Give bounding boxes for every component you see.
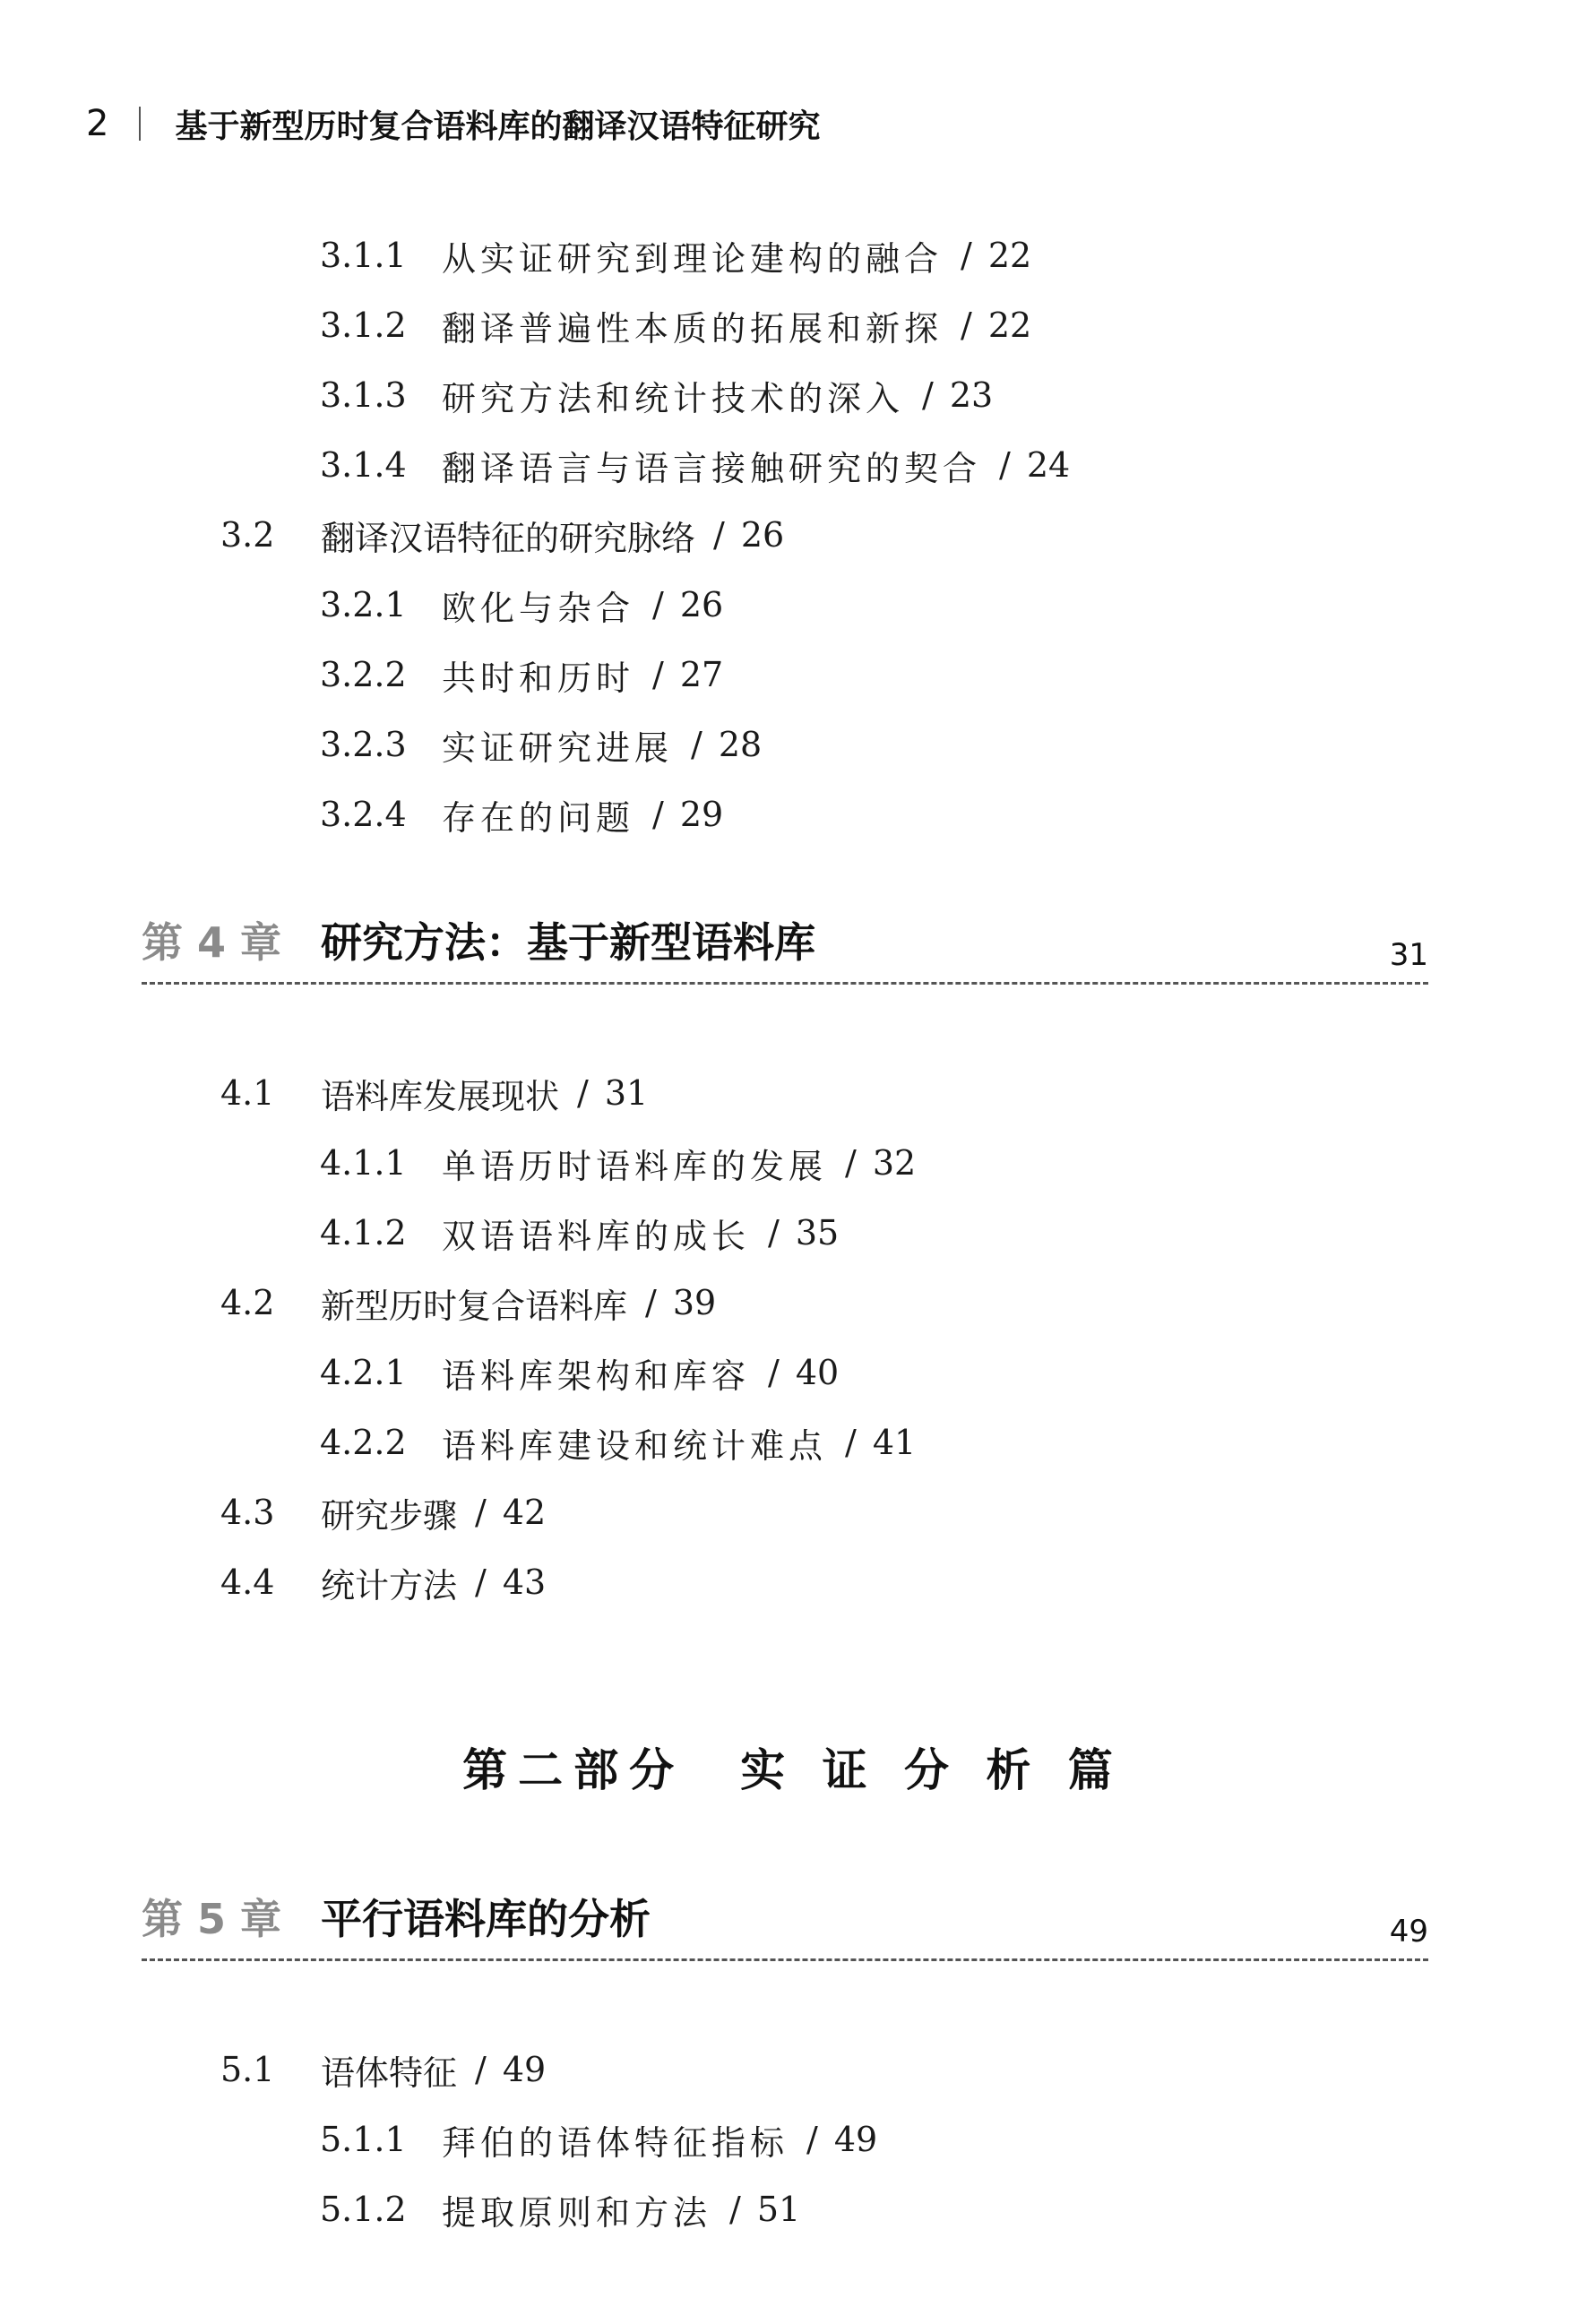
toc-entry-5-1-2[interactable]: 5.1.2 提取原则和方法 / 51 [320,2182,800,2236]
toc-entry-title: 从实证研究到理论建构的融合 [442,238,944,279]
chapter-page: 31 [1389,937,1428,973]
chapter-page: 49 [1389,1914,1428,1950]
toc-entry-title: 语料库建设和统计难点 [442,1425,828,1466]
toc-entry-3-2-4[interactable]: 3.2.4 存在的问题 / 29 [320,788,723,841]
toc-entry-title: 语料库架构和库容 [442,1356,751,1396]
toc-entry-number: 3.1.2 [320,306,407,345]
toc-entry-number: 3.1.3 [320,375,407,415]
toc-entry-page: 28 [718,725,763,764]
toc-entry-page: 32 [872,1143,917,1183]
toc-entry-page: 42 [502,1493,547,1532]
toc-entry-page: 51 [756,2190,801,2229]
toc-entry-title: 语体特征 [321,2053,458,2093]
toc-entry-title: 存在的问题 [442,797,635,838]
toc-entry-4-1-2[interactable]: 4.1.2 双语语料库的成长 / 35 [320,1206,839,1260]
toc-entry-page: 27 [679,655,724,694]
toc-entry-3-2-3[interactable]: 3.2.3 实证研究进展 / 28 [320,718,762,771]
toc-entry-number: 4.1.1 [320,1143,407,1183]
toc-entry-page: 43 [502,1562,547,1602]
toc-entry-number: 4.4 [220,1562,275,1602]
toc-entry-title: 语料库发展现状 [321,1076,560,1116]
toc-entry-title: 翻译普遍性本质的拓展和新探 [442,308,944,349]
toc-entry-4-2-1[interactable]: 4.2.1 语料库架构和库容 / 40 [320,1346,839,1399]
toc-entry-title: 新型历时复合语料库 [321,1286,628,1326]
toc-entry-number: 4.2 [220,1283,275,1322]
toc-entry-number: 3.2.2 [320,655,407,694]
toc-entry-3-2-2[interactable]: 3.2.2 共时和历时 / 27 [320,648,723,702]
toc-entry-number: 4.2.1 [320,1353,407,1392]
toc-entry-title: 实证研究进展 [442,727,674,768]
chapter-label: 第 5 章 [142,1895,282,1943]
running-head [86,97,820,151]
toc-entry-number: 3.2.3 [320,725,407,764]
toc-entry-title: 翻译汉语特征的研究脉络 [321,518,696,558]
toc-entry-number: 4.1 [220,1073,275,1113]
toc-entry-number: 4.1.2 [320,1213,407,1252]
toc-entry-4-3[interactable]: 4.3 研究步骤 / 42 [220,1485,546,1539]
toc-entry-3-1-2[interactable]: 3.1.2 翻译普遍性本质的拓展和新探 / 22 [320,298,1031,352]
toc-entry-number: 3.2 [220,515,275,555]
toc-entry-number: 4.2.2 [320,1423,407,1462]
part-2-heading[interactable]: 第二部分 实 证 分 析 篇 [462,1743,1124,1796]
toc-entry-page: 22 [987,236,1032,275]
toc-entry-3-2[interactable]: 3.2 翻译汉语特征的研究脉络 / 26 [220,508,784,562]
toc-entry-5-1[interactable]: 5.1 语体特征 / 49 [220,2043,546,2096]
toc-entry-page: 31 [604,1073,649,1113]
toc-entry-number: 4.3 [220,1493,275,1532]
toc-entry-number: 3.1.4 [320,445,407,485]
toc-entry-4-1[interactable]: 4.1 语料库发展现状 / 31 [220,1066,648,1120]
book-title: 基于新型历时复合语料库的翻译汉语特征研究 [175,108,821,145]
toc-entry-number: 5.1 [220,2050,275,2089]
toc-entry-5-1-1[interactable]: 5.1.1 拜伯的语体特征指标 / 49 [320,2113,877,2166]
toc-entry-title: 双语语料库的成长 [442,1216,751,1256]
toc-entry-title: 拜伯的语体特征指标 [442,2122,789,2163]
toc-entry-page: 39 [672,1283,717,1322]
toc-entry-3-2-1[interactable]: 3.2.1 欧化与杂合 / 26 [320,578,723,632]
toc-entry-title: 研究步骤 [321,1495,458,1536]
toc-entry-3-1-4[interactable]: 3.1.4 翻译语言与语言接触研究的契合 / 24 [320,438,1070,492]
chapter-5-heading[interactable] [142,1896,1428,1961]
toc-entry-number: 3.1.1 [320,236,407,275]
toc-entry-title: 研究方法和统计技术的深入 [442,378,905,418]
toc-entry-page: 23 [949,375,994,415]
header-divider [139,107,141,141]
toc-entry-title: 单语历时语料库的发展 [442,1146,828,1186]
toc-entry-title: 欧化与杂合 [442,588,635,628]
toc-entry-page: 29 [679,795,724,834]
toc-entry-title: 统计方法 [321,1565,458,1605]
chapter-4-heading[interactable] [142,919,1428,985]
toc-entry-page: 49 [502,2050,547,2089]
chapter-title: 研究方法：基于新型语料库 [321,918,815,967]
toc-entry-page: 22 [987,306,1032,345]
toc-entry-number: 3.2.4 [320,795,407,834]
toc-entry-4-1-1[interactable]: 4.1.1 单语历时语料库的发展 / 32 [320,1136,916,1190]
toc-entry-4-2[interactable]: 4.2 新型历时复合语料库 / 39 [220,1276,716,1330]
toc-entry-page: 26 [740,515,785,555]
toc-entry-4-4[interactable]: 4.4 统计方法 / 43 [220,1555,546,1609]
toc-entry-4-2-2[interactable]: 4.2.2 语料库建设和统计难点 / 41 [320,1416,916,1469]
toc-entry-3-1-3[interactable]: 3.1.3 研究方法和统计技术的深入 / 23 [320,368,993,422]
toc-entry-number: 5.1.1 [320,2120,407,2159]
chapter-title: 平行语料库的分析 [321,1895,651,1943]
toc-entry-page: 35 [795,1213,840,1252]
toc-entry-page: 26 [679,585,724,624]
chapter-label: 第 4 章 [142,918,282,967]
toc-entry-title: 共时和历时 [442,658,635,698]
toc-entry-title: 提取原则和方法 [442,2192,712,2233]
toc-entry-page: 40 [795,1353,840,1392]
toc-entry-number: 5.1.2 [320,2190,407,2229]
toc-entry-3-1-1[interactable]: 3.1.1 从实证研究到理论建构的融合 / 22 [320,228,1031,282]
toc-entry-page: 41 [872,1423,917,1462]
toc-entry-title: 翻译语言与语言接触研究的契合 [442,448,982,488]
page-number: 2 [86,103,109,144]
toc-entry-page: 49 [833,2120,878,2159]
toc-entry-number: 3.2.1 [320,585,407,624]
toc-entry-page: 24 [1026,445,1071,485]
